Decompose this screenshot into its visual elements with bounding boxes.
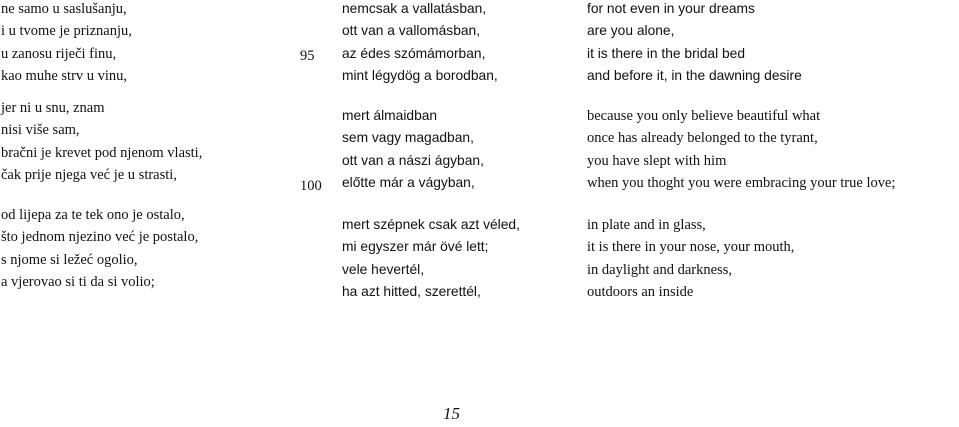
verse-line: ha azt hitted, szerettél, — [342, 283, 481, 299]
verse-line: in plate and in glass, — [587, 217, 706, 233]
hungarian-stanza-3 — [342, 214, 520, 303]
croatian-stanza-1 — [1, 0, 132, 87]
verse-line: ne samo u saslušanju, — [1, 1, 127, 17]
hungarian-stanza-1 — [342, 0, 498, 87]
verse-line: because you only believe beautiful what — [587, 108, 821, 124]
verse-line: što jednom njezino već je postalo, — [1, 229, 199, 246]
verse-line: a vjerovao si ti da si volio; — [1, 273, 155, 290]
verse-line: it is there in your nose, your mouth, — [587, 239, 795, 256]
line-number-100: 100 — [300, 178, 322, 194]
verse-line: mert álmaidban — [342, 108, 438, 123]
verse-line: od lijepa za te tek ono je ostalo, — [1, 207, 185, 223]
verse-line: az édes szómámorban, — [342, 45, 486, 61]
page-number: 15 — [443, 404, 460, 423]
verse-line: you have slept with him — [587, 152, 727, 169]
croatian-stanza-3 — [1, 204, 198, 293]
verse-line: mert szépnek csak azt véled, — [342, 217, 520, 232]
verse-line: are you alone, — [587, 23, 675, 39]
verse-line: s njome si ležeć ogolio, — [1, 251, 138, 268]
verse-line: it is there in the bridal bed — [587, 45, 745, 61]
line-number-95: 95 — [300, 48, 315, 64]
hungarian-stanza-2 — [342, 105, 484, 194]
verse-line: vele hevertél, — [342, 261, 425, 277]
croatian-stanza-2 — [1, 97, 202, 186]
verse-line: once has already belonged to the tyrant, — [587, 130, 818, 147]
verse-line: mi egyszer már övé lett; — [342, 239, 489, 255]
verse-line: u zanosu riječi finu, — [1, 45, 117, 62]
verse-line: in daylight and darkness, — [587, 261, 732, 278]
verse-line: nemcsak a vallatásban, — [342, 1, 487, 16]
verse-line: i u tvome je priznanju, — [1, 23, 132, 40]
verse-line: sem vagy magadban, — [342, 130, 474, 146]
verse-line: kao muhe strv u vinu, — [1, 67, 128, 84]
english-stanza-3 — [587, 214, 794, 303]
verse-line: outdoors an inside — [587, 283, 694, 300]
verse-line: mint légydög a borodban, — [342, 67, 498, 83]
verse-line: when you thoght you were embracing your true love; — [587, 174, 896, 191]
verse-line: ott van a vallomásban, — [342, 23, 481, 39]
verse-line: for not even in your dreams — [587, 1, 755, 16]
english-stanza-2 — [587, 105, 895, 194]
verse-line: bračni je krevet pod njenom vlasti, — [1, 144, 203, 161]
verse-line: előtte már a vágyban, — [342, 174, 475, 190]
verse-line: ott van a nászi ágyban, — [342, 152, 484, 168]
verse-line: nisi više sam, — [1, 122, 80, 139]
english-stanza-1 — [587, 0, 802, 87]
verse-line: čak prije njega već je u strasti, — [1, 166, 177, 183]
verse-line: jer ni u snu, znam — [1, 100, 105, 116]
verse-line: and before it, in the dawning desire — [587, 67, 802, 83]
